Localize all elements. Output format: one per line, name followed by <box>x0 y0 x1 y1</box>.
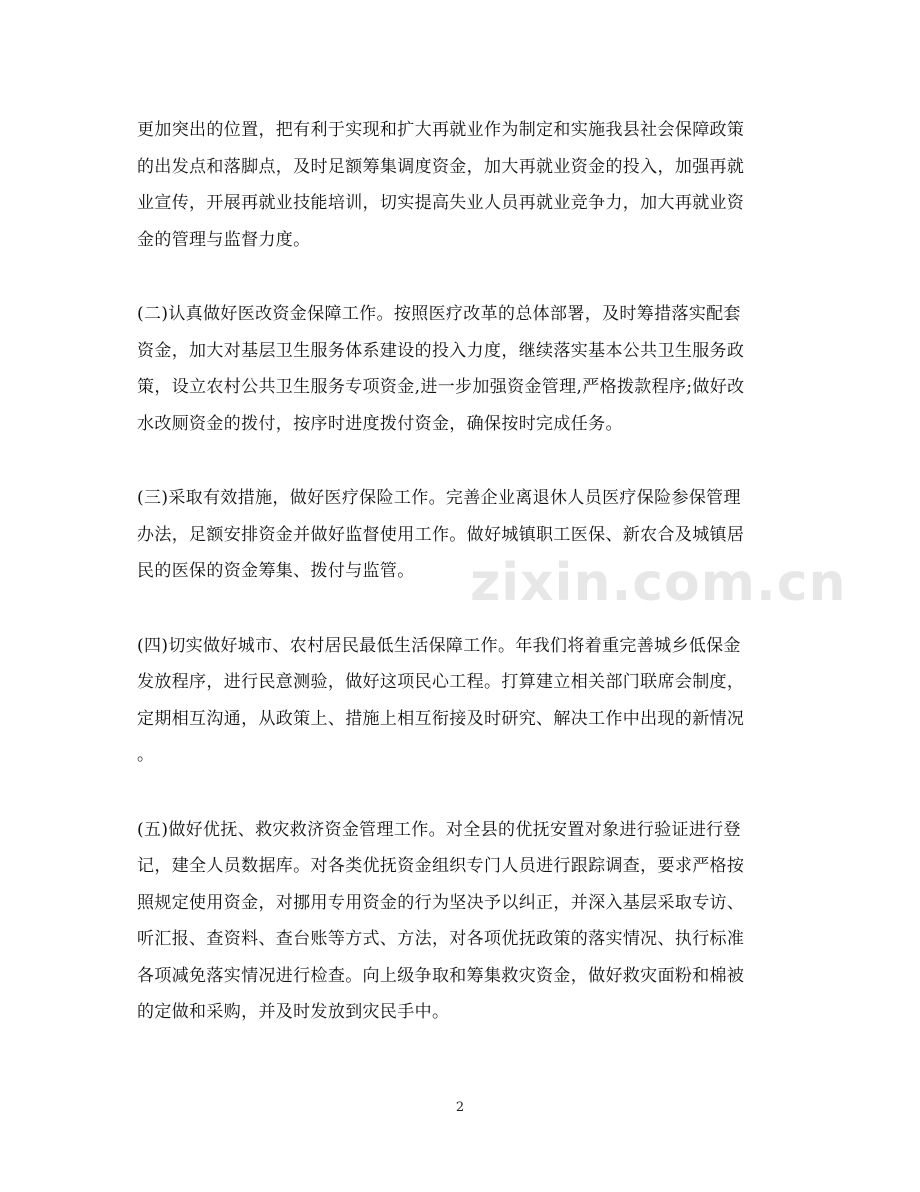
text-line: (二)认真做好医改资金保障工作。按照医疗改革的总体部署，及时筹措落实配套 <box>137 304 741 324</box>
body-text <box>137 112 783 1069</box>
text-line: 资金，加大对基层卫生服务体系建设的投入力度，继续落实基本公共卫生服务政 <box>137 340 745 361</box>
text-line: 的出发点和落脚点，及时足额筹集调度资金，加大再就业资金的投入，加强再就 <box>137 156 745 177</box>
page-number: 2 <box>455 1100 465 1115</box>
text-line: 水改厕资金的拨付，按序时进度拨付资金，确保按时完成任务。 <box>137 413 623 434</box>
text-line: 策，设立农村公共卫生服务专项资金,进一步加强资金管理,严格拨款程序;做好改 <box>137 377 745 397</box>
text-line: 定期相互沟通，从政策上、措施上相互衔接及时研究、解决工作中出现的新情况 <box>137 708 745 729</box>
text-line: 的定做和采购，并及时发放到灾民手中。 <box>137 1002 450 1022</box>
text-line: 办法，足额安排资金并做好监督使用工作。做好城镇职工医保、新农合及城镇居 <box>137 524 745 545</box>
text-line: 金的管理与监督力度。 <box>137 229 311 250</box>
text-line: 各项减免落实情况进行检查。向上级争取和筹集救灾资金，做好救灾面粉和棉被 <box>137 965 745 986</box>
paragraph <box>137 480 783 590</box>
text-line: 更加突出的位置，把有利于实现和扩大再就业作为制定和实施我县社会保障政策 <box>137 120 745 140</box>
text-line: 业宣传，开展再就业技能培训，切实提高失业人员再就业竞争力，加大再就业资 <box>137 193 745 213</box>
paragraph <box>137 112 783 258</box>
paragraph <box>137 296 783 442</box>
text-line: 。 <box>137 745 155 765</box>
paragraph <box>137 812 783 1031</box>
text-line: 发放程序，进行民意测验，做好这项民心工程。打算建立相关部门联席会制度， <box>137 672 745 692</box>
paragraph <box>137 628 783 774</box>
text-line: 照规定使用资金，对挪用专用资金的行为坚决予以纠正，并深入基层采取专访、 <box>137 892 745 913</box>
text-line: 民的医保的资金筹集、拨付与监管。 <box>137 561 415 581</box>
watermark: zixin.com.cn <box>470 553 847 613</box>
text-line: 记，建全人员数据库。对各类优抚资金组织专门人员进行跟踪调查，要求严格按 <box>137 856 745 876</box>
text-line: 听汇报、查资料、查台账等方式、方法，对各项优抚政策的落实情况、执行标准 <box>137 929 745 949</box>
text-line: (四)切实做好城市、农村居民最低生活保障工作。年我们将着重完善城乡低保金 <box>137 635 741 656</box>
text-line: (五)做好优抚、救灾救济资金管理工作。对全县的优抚安置对象进行验证进行登 <box>137 819 741 840</box>
text-line: (三)采取有效措施，做好医疗保险工作。完善企业离退休人员医疗保险参保管理 <box>137 488 741 508</box>
